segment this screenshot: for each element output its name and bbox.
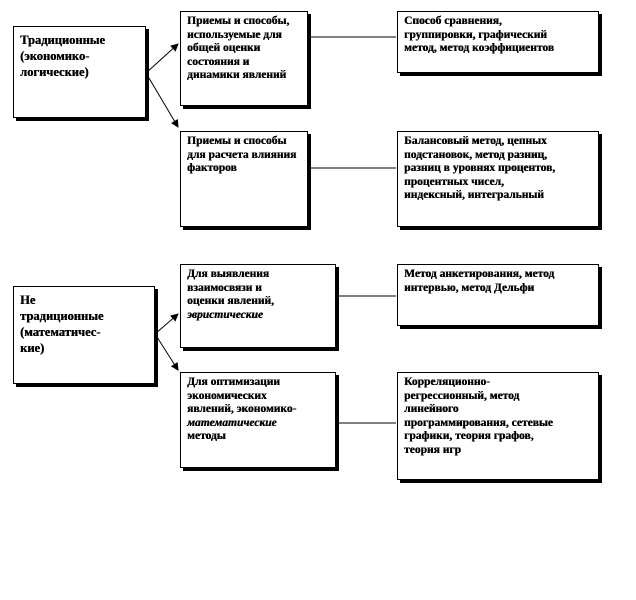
- technique-line: разниц в уровнях процентов,: [404, 162, 556, 174]
- arrow-g2-m1: [155, 314, 178, 334]
- method-line: методы: [187, 430, 226, 442]
- technique-line: регрессионный, метод: [404, 389, 520, 402]
- method-line: динамики явлений: [187, 69, 287, 81]
- category-line: (экономико-: [20, 49, 90, 63]
- category-line: Не: [20, 293, 36, 307]
- method-line: Приемы и способы,: [187, 15, 290, 27]
- technique-line: процентных чисел,: [404, 175, 504, 188]
- method-line: Для оптимизации: [187, 376, 280, 388]
- method-line-italic: эвристические: [187, 308, 263, 321]
- technique-box-regression: [397, 372, 599, 480]
- technique-line: Метод анкетирования, метод: [404, 268, 555, 280]
- category-line: (математичес-: [20, 325, 101, 339]
- technique-line: теория игр: [404, 443, 461, 456]
- method-line: Приемы и способы: [187, 135, 287, 147]
- technique-line: графики, теория графов,: [404, 430, 534, 442]
- method-box-factor-influence: [180, 131, 308, 227]
- method-line: состояния и: [187, 55, 250, 68]
- method-line: оценки явлений,: [187, 295, 274, 307]
- arrow-g2-m2: [155, 334, 178, 370]
- arrow-g1-m1: [146, 44, 178, 73]
- technique-line: индексный, интегральный: [404, 189, 544, 201]
- method-line: Для выявления: [187, 268, 269, 280]
- method-line: используемые для: [187, 28, 282, 41]
- technique-line: интервью, метод Дельфи: [404, 281, 535, 294]
- technique-line: подстановок, метод разниц,: [404, 148, 547, 161]
- technique-line: Балансовый метод, цепных: [404, 135, 547, 147]
- technique-box-comparison: [397, 11, 599, 73]
- technique-line: группировки, графический: [404, 28, 547, 41]
- method-box-heuristic: [180, 264, 336, 348]
- method-line: для расчета влияния: [187, 148, 297, 161]
- technique-line: Способ сравнения,: [404, 15, 502, 27]
- category-box-traditional: [13, 26, 146, 118]
- technique-line: Корреляционно-: [404, 376, 490, 388]
- category-box-nontraditional: [13, 286, 155, 384]
- method-box-general-assessment: [180, 11, 308, 106]
- category-line: кие): [20, 341, 45, 355]
- technique-box-survey: [397, 264, 599, 326]
- category-line: Традиционные: [20, 33, 105, 47]
- method-box-optimization: [180, 372, 336, 468]
- method-line: факторов: [187, 162, 237, 174]
- technique-line: линейного: [404, 403, 459, 415]
- method-line: явлений, экономико-: [187, 403, 297, 415]
- technique-line: программирования, сетевые: [404, 416, 553, 429]
- arrow-g1-m2: [146, 73, 178, 127]
- method-line-italic: математические: [187, 416, 277, 429]
- technique-box-balance: [397, 131, 599, 227]
- technique-line: метод, метод коэффициентов: [404, 42, 554, 54]
- method-line: взаимосвязи и: [187, 281, 262, 294]
- method-line: экономических: [187, 389, 267, 402]
- method-line: общей оценки: [187, 42, 261, 54]
- category-line: логические): [20, 65, 89, 79]
- category-line: традиционные: [20, 309, 104, 323]
